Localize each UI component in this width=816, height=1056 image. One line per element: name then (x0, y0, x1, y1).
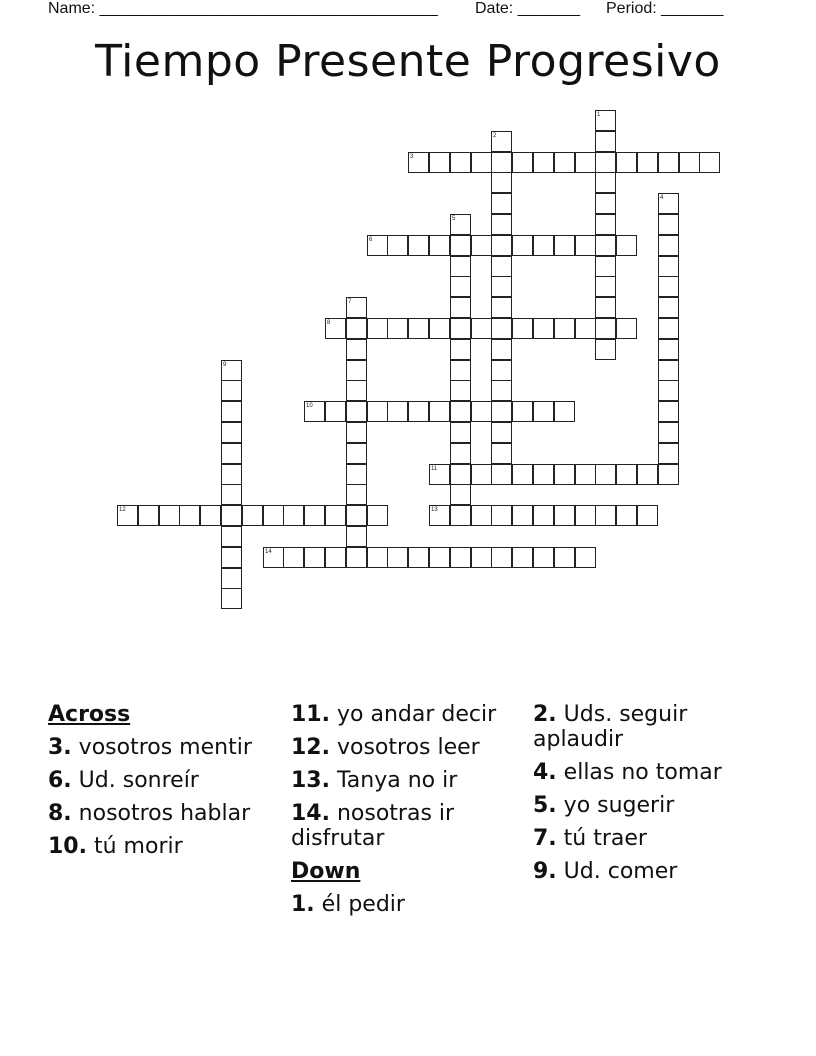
clue-text: yo sugerir (563, 793, 675, 818)
grid-cell[interactable] (304, 505, 325, 526)
grid-cell[interactable] (387, 547, 408, 568)
grid-cell[interactable] (491, 318, 512, 339)
grid-cell[interactable] (471, 547, 492, 568)
grid-cell[interactable] (450, 297, 471, 318)
clue-across-11 (291, 702, 516, 727)
name-field-label[interactable]: Name: ______________________________________ (48, 0, 438, 17)
cell-number: 10 (306, 403, 313, 409)
grid-cell[interactable] (512, 401, 533, 422)
clue-number: 6. (48, 768, 72, 793)
grid-cell[interactable] (346, 505, 367, 526)
clue-number: 7. (533, 826, 557, 851)
grid-cell[interactable] (159, 505, 180, 526)
grid-cell[interactable] (533, 505, 554, 526)
grid-cell[interactable] (512, 235, 533, 256)
grid-cell[interactable] (429, 152, 450, 173)
grid-cell[interactable] (450, 235, 471, 256)
grid-cell[interactable] (367, 505, 388, 526)
grid-cell[interactable] (221, 547, 242, 568)
clue-text: tú traer (563, 826, 647, 851)
grid-cell[interactable] (367, 547, 388, 568)
clues-column-3 (533, 702, 758, 892)
grid-cell[interactable] (554, 505, 575, 526)
grid-cell[interactable] (471, 401, 492, 422)
grid-cell[interactable] (408, 235, 429, 256)
grid-cell[interactable] (491, 297, 512, 318)
grid-cell[interactable] (575, 547, 596, 568)
grid-cell[interactable] (325, 547, 346, 568)
date-field-label[interactable]: Date: _______ (475, 0, 580, 17)
grid-cell[interactable] (616, 318, 637, 339)
grid-cell[interactable] (491, 505, 512, 526)
grid-cell[interactable] (283, 505, 304, 526)
grid-cell[interactable] (554, 152, 575, 173)
page-title: Tiempo Presente Progresivo (95, 36, 721, 87)
grid-cell[interactable] (595, 131, 616, 152)
grid-cell[interactable] (533, 318, 554, 339)
grid-cell[interactable] (575, 235, 596, 256)
grid-cell[interactable] (491, 214, 512, 235)
grid-cell[interactable] (138, 505, 159, 526)
clues-column-2 (291, 702, 516, 925)
grid-cell[interactable] (658, 339, 679, 360)
clue-text: nosotros hablar (78, 801, 251, 826)
grid-cell[interactable] (450, 401, 471, 422)
grid-cell[interactable] (367, 318, 388, 339)
grid-cell[interactable] (512, 505, 533, 526)
down-heading: Down (291, 859, 361, 884)
grid-cell[interactable] (616, 464, 637, 485)
grid-cell[interactable] (658, 214, 679, 235)
grid-cell[interactable] (346, 484, 367, 505)
clue-number: 14. (291, 801, 330, 826)
grid-cell[interactable] (263, 505, 284, 526)
grid-cell[interactable] (616, 235, 637, 256)
grid-cell[interactable] (491, 193, 512, 214)
cell-number: 8 (327, 320, 331, 326)
grid-cell[interactable] (450, 256, 471, 277)
grid-cell[interactable] (595, 152, 616, 173)
clue-number: 4. (533, 760, 557, 785)
grid-cell[interactable] (325, 401, 346, 422)
grid-cell[interactable] (491, 464, 512, 485)
grid-cell[interactable] (658, 276, 679, 297)
grid-cell[interactable] (221, 568, 242, 589)
grid-cell[interactable] (221, 484, 242, 505)
grid-cell[interactable] (346, 360, 367, 381)
grid-cell[interactable] (408, 547, 429, 568)
clue-text: vosotros mentir (78, 735, 252, 760)
grid-cell[interactable] (429, 547, 450, 568)
grid-cell[interactable] (595, 172, 616, 193)
grid-cell[interactable] (221, 380, 242, 401)
grid-cell[interactable] (450, 422, 471, 443)
grid-cell[interactable] (575, 464, 596, 485)
grid-cell[interactable] (221, 588, 242, 609)
grid-cell[interactable] (221, 422, 242, 443)
grid-cell[interactable] (658, 443, 679, 464)
clue-text: él pedir (321, 892, 405, 917)
grid-cell[interactable] (346, 401, 367, 422)
grid-cell[interactable] (450, 443, 471, 464)
grid-cell[interactable] (575, 505, 596, 526)
grid-cell[interactable] (595, 297, 616, 318)
cell-number: 11 (431, 466, 438, 472)
grid-cell[interactable] (491, 360, 512, 381)
grid-cell[interactable] (658, 401, 679, 422)
grid-cell[interactable] (200, 505, 221, 526)
clue-across-13 (291, 768, 516, 793)
grid-cell[interactable] (491, 152, 512, 173)
clue-number: 3. (48, 735, 72, 760)
grid-cell[interactable] (450, 360, 471, 381)
clue-text: Tanya no ir (336, 768, 458, 793)
grid-cell[interactable] (221, 443, 242, 464)
grid-cell[interactable] (471, 464, 492, 485)
clue-text: vosotros leer (336, 735, 480, 760)
grid-cell[interactable] (533, 401, 554, 422)
grid-cell[interactable] (533, 547, 554, 568)
grid-cell[interactable] (346, 339, 367, 360)
grid-cell[interactable] (533, 152, 554, 173)
grid-cell[interactable] (450, 505, 471, 526)
grid-cell[interactable] (346, 380, 367, 401)
grid-cell[interactable] (554, 464, 575, 485)
grid-cell[interactable] (595, 193, 616, 214)
grid-cell[interactable] (491, 339, 512, 360)
clue-text: nosotras ir disfrutar (291, 801, 455, 851)
grid-cell[interactable] (658, 235, 679, 256)
grid-cell[interactable] (450, 547, 471, 568)
grid-cell[interactable] (491, 443, 512, 464)
grid-cell[interactable] (658, 380, 679, 401)
grid-cell[interactable] (512, 464, 533, 485)
clue-down-1 (291, 892, 516, 917)
grid-cell[interactable] (179, 505, 200, 526)
grid-cell[interactable] (491, 235, 512, 256)
grid-cell[interactable] (554, 401, 575, 422)
grid-cell[interactable] (471, 505, 492, 526)
grid-cell[interactable] (450, 484, 471, 505)
clue-across-3 (48, 735, 273, 760)
cell-number: 9 (223, 362, 227, 368)
clue-number: 5. (533, 793, 557, 818)
grid-cell[interactable] (346, 547, 367, 568)
grid-cell[interactable] (387, 318, 408, 339)
grid-cell[interactable] (637, 152, 658, 173)
clue-number: 2. (533, 702, 557, 727)
grid-cell[interactable] (387, 401, 408, 422)
grid-cell[interactable] (595, 505, 616, 526)
grid-cell[interactable] (471, 152, 492, 173)
grid-cell[interactable] (658, 297, 679, 318)
clue-number: 1. (291, 892, 315, 917)
grid-cell[interactable] (450, 339, 471, 360)
clue-text: Uds. seguir aplaudir (533, 702, 688, 752)
grid-cell[interactable] (221, 505, 242, 526)
grid-cell[interactable] (595, 464, 616, 485)
clue-number: 13. (291, 768, 330, 793)
grid-cell[interactable] (304, 547, 325, 568)
grid-cell[interactable] (346, 318, 367, 339)
clue-down-4 (533, 760, 758, 785)
clue-text: ellas no tomar (563, 760, 722, 785)
clue-down-5 (533, 793, 758, 818)
grid-cell[interactable] (325, 505, 346, 526)
clue-text: Ud. comer (563, 859, 678, 884)
clue-across-6 (48, 768, 273, 793)
grid-cell[interactable] (491, 276, 512, 297)
grid-cell[interactable] (699, 152, 720, 173)
grid-cell[interactable] (491, 401, 512, 422)
grid-cell[interactable] (471, 318, 492, 339)
grid-cell[interactable] (346, 464, 367, 485)
clue-across-10 (48, 834, 273, 859)
grid-cell[interactable] (595, 339, 616, 360)
grid-cell[interactable] (491, 380, 512, 401)
grid-cell[interactable] (491, 256, 512, 277)
grid-cell[interactable] (491, 172, 512, 193)
grid-cell[interactable] (658, 318, 679, 339)
cell-number: 7 (348, 299, 352, 305)
clue-number: 10. (48, 834, 87, 859)
grid-cell[interactable] (450, 318, 471, 339)
clues-column-1 (48, 702, 273, 867)
grid-cell[interactable] (408, 318, 429, 339)
grid-cell[interactable] (595, 276, 616, 297)
clue-text: tú morir (93, 834, 183, 859)
grid-cell[interactable] (283, 547, 304, 568)
grid-cell[interactable] (658, 360, 679, 381)
grid-cell[interactable] (450, 276, 471, 297)
grid-cell[interactable] (367, 401, 388, 422)
grid-cell[interactable] (512, 318, 533, 339)
cell-number: 12 (119, 507, 126, 513)
grid-cell[interactable] (595, 214, 616, 235)
clue-number: 9. (533, 859, 557, 884)
grid-cell[interactable] (471, 235, 492, 256)
grid-cell[interactable] (221, 464, 242, 485)
clue-number: 12. (291, 735, 330, 760)
period-field-label[interactable]: Period: _______ (606, 0, 724, 17)
clue-across-12 (291, 735, 516, 760)
cell-number: 14 (265, 549, 272, 555)
clue-number: 11. (291, 702, 330, 727)
clue-down-9 (533, 859, 758, 884)
grid-cell[interactable] (408, 401, 429, 422)
grid-cell[interactable] (450, 152, 471, 173)
cell-number: 1 (597, 112, 601, 118)
cell-number: 3 (410, 154, 414, 160)
grid-cell[interactable] (679, 152, 700, 173)
across-heading: Across (48, 702, 131, 727)
grid-cell[interactable] (616, 505, 637, 526)
clue-text: Ud. sonreír (78, 768, 199, 793)
grid-cell[interactable] (637, 505, 658, 526)
grid-cell[interactable] (346, 422, 367, 443)
cell-number: 4 (660, 195, 664, 201)
grid-cell[interactable] (429, 318, 450, 339)
cell-number: 2 (493, 133, 497, 139)
grid-cell[interactable] (387, 235, 408, 256)
grid-cell[interactable] (616, 152, 637, 173)
clue-down-2 (533, 702, 758, 752)
grid-cell[interactable] (491, 422, 512, 443)
grid-cell[interactable] (658, 256, 679, 277)
grid-cell[interactable] (221, 526, 242, 547)
grid-cell[interactable] (346, 526, 367, 547)
grid-cell[interactable] (429, 401, 450, 422)
grid-cell[interactable] (637, 464, 658, 485)
grid-cell[interactable] (554, 318, 575, 339)
grid-cell[interactable] (450, 464, 471, 485)
cell-number: 13 (431, 507, 438, 513)
grid-cell[interactable] (554, 235, 575, 256)
grid-cell[interactable] (512, 547, 533, 568)
cell-number: 5 (452, 216, 456, 222)
grid-cell[interactable] (512, 152, 533, 173)
clue-down-7 (533, 826, 758, 851)
grid-cell[interactable] (595, 235, 616, 256)
grid-cell[interactable] (595, 256, 616, 277)
grid-cell[interactable] (533, 235, 554, 256)
clue-across-8 (48, 801, 273, 826)
grid-cell[interactable] (491, 547, 512, 568)
grid-cell[interactable] (575, 318, 596, 339)
clues-section (48, 702, 768, 1002)
grid-cell[interactable] (346, 443, 367, 464)
clue-across-14 (291, 801, 516, 851)
cell-number: 6 (369, 237, 373, 243)
grid-cell[interactable] (554, 547, 575, 568)
grid-cell[interactable] (429, 235, 450, 256)
clue-text: yo andar decir (336, 702, 497, 727)
grid-cell[interactable] (221, 401, 242, 422)
grid-cell[interactable] (575, 152, 596, 173)
grid-cell[interactable] (658, 464, 679, 485)
grid-cell[interactable] (450, 380, 471, 401)
grid-cell[interactable] (595, 318, 616, 339)
grid-cell[interactable] (658, 152, 679, 173)
grid-cell[interactable] (658, 422, 679, 443)
grid-cell[interactable] (242, 505, 263, 526)
clue-number: 8. (48, 801, 72, 826)
grid-cell[interactable] (533, 464, 554, 485)
